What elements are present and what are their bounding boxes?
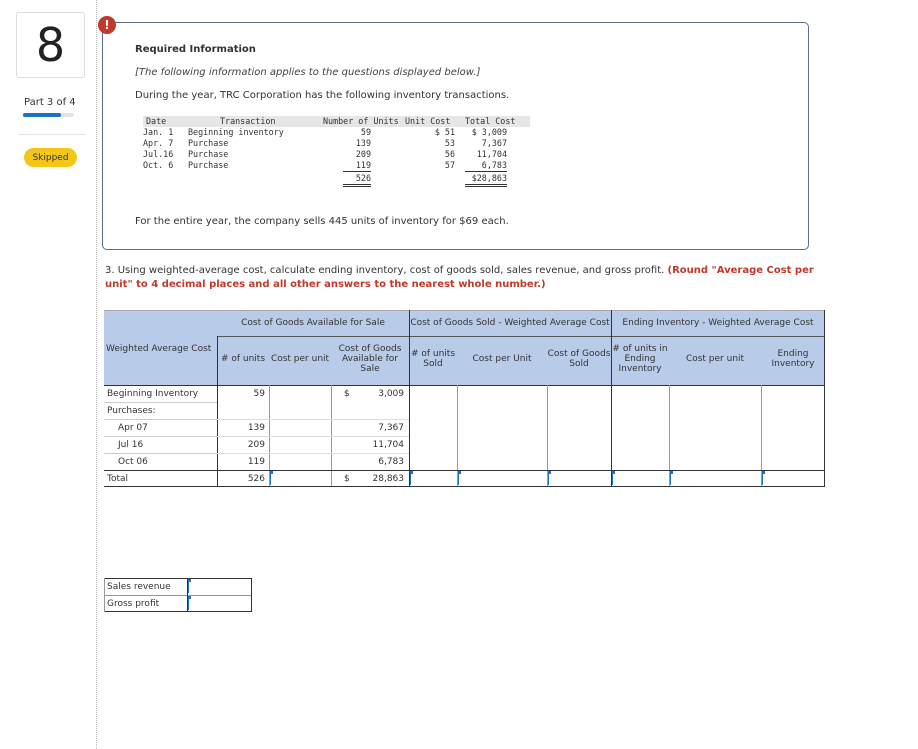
- row-apr-label: Apr 07: [118, 423, 148, 433]
- tx-unit-cost: 53: [444, 138, 455, 148]
- tx-transaction: Purchase: [188, 138, 229, 148]
- tx-header-unit-cost: Unit Cost: [405, 116, 451, 126]
- row-total-label: Total: [107, 474, 129, 484]
- tx-units: 59: [360, 127, 371, 137]
- part-progress-bar: [23, 113, 74, 117]
- tx-transaction: Purchase: [188, 149, 229, 159]
- tx-unit-cost: 56: [444, 149, 455, 159]
- tx-header-transaction: Transaction: [220, 116, 276, 126]
- part-label: Part 3 of 4: [24, 97, 76, 108]
- tx-units: 119: [343, 160, 371, 172]
- tx-header-units: Number of Units: [323, 116, 399, 126]
- header-cogs: Cost of Goods Sold - Weighted Average Cost: [410, 318, 610, 328]
- tx-unit-cost: $ 51: [434, 127, 455, 137]
- tx-date: Jan. 1: [143, 127, 174, 137]
- tx-total: $ 3,009: [471, 127, 507, 137]
- col-units-sold: # of units Sold: [410, 349, 456, 369]
- tx-total-units: 526: [343, 173, 371, 187]
- tx-units: 209: [355, 149, 371, 159]
- rail-divider: [18, 134, 86, 135]
- info-intro: During the year, TRC Corporation has the following inventory transactions.: [135, 90, 510, 101]
- question-number: 8: [16, 12, 85, 78]
- beginning-cogas: 3,009: [378, 389, 404, 399]
- col-cogs: Cost of Goods Sold: [547, 349, 611, 369]
- sales-revenue-input-marker: [188, 579, 189, 593]
- oct-cogas: 6,783: [378, 457, 404, 467]
- units-sold-input[interactable]: [410, 471, 411, 485]
- tx-total: 7,367: [481, 138, 507, 148]
- col-cost-per-unit-ending: Cost per unit: [685, 354, 745, 364]
- cost-per-unit-ending-input[interactable]: [670, 471, 671, 485]
- row-purchases-label: Purchases:: [107, 406, 156, 416]
- transactions-table: [143, 116, 530, 188]
- jul-cogas: 11,704: [372, 440, 404, 450]
- total-cost-per-unit-input[interactable]: [270, 471, 271, 485]
- skipped-badge[interactable]: Skipped: [24, 148, 77, 167]
- apr-units: 139: [247, 423, 265, 433]
- part-progress-fill: [23, 113, 61, 117]
- units-ending-input[interactable]: [612, 471, 613, 485]
- sales-info: For the entire year, the company sells 445 units of inventory for $69 each.: [135, 216, 509, 227]
- weighted-average-table: [104, 310, 825, 487]
- gross-profit-label: Gross profit: [107, 599, 160, 609]
- tx-date: Jul.16: [143, 149, 174, 159]
- col-units-ending: # of units in Ending Inventory: [612, 344, 668, 374]
- tx-transaction: Beginning inventory: [188, 127, 284, 137]
- tx-date: Oct. 6: [143, 160, 174, 170]
- tx-total-cost: $28,863: [465, 173, 507, 187]
- jul-units: 209: [247, 440, 265, 450]
- sales-table: [104, 578, 252, 612]
- question-prompt: 3. Using weighted-average cost, calculate ending inventory, cost of goods sold, sales revenue, and gross profit.: [105, 265, 665, 276]
- header-cost-available: Cost of Goods Available for Sale: [241, 318, 385, 328]
- row-oct-label: Oct 06: [118, 457, 148, 467]
- header-ending-inventory: Ending Inventory - Weighted Average Cost: [622, 318, 814, 328]
- beginning-dollar-sign: $: [344, 389, 350, 399]
- gross-profit-input[interactable]: [188, 596, 251, 611]
- tx-units: 139: [355, 138, 371, 148]
- total-dollar-sign: $: [344, 474, 350, 484]
- col-cost-per-unit-sold: Cost per Unit: [472, 354, 532, 364]
- total-units: 526: [247, 474, 265, 484]
- tx-date: Apr. 7: [143, 138, 174, 148]
- gross-profit-input-marker: [188, 596, 189, 610]
- ending-inventory-input[interactable]: [762, 471, 763, 485]
- info-note: [The following information applies to the questions displayed below.]: [135, 67, 481, 78]
- rail-separator: [96, 0, 97, 749]
- tx-transaction: Purchase: [188, 160, 229, 170]
- row-beginning-label: Beginning Inventory: [107, 389, 199, 399]
- tx-header-date: Date: [146, 116, 167, 126]
- col-ending-inventory: Ending Inventory: [771, 349, 815, 369]
- total-cogas: 28,863: [372, 474, 404, 484]
- col-cogas: Cost of Goods Available for Sale: [338, 344, 402, 374]
- cost-per-unit-sold-input[interactable]: [458, 471, 459, 485]
- row-jul-label: Jul 16: [118, 440, 144, 450]
- col-units: # of units: [220, 354, 266, 364]
- apr-cogas: 7,367: [378, 423, 404, 433]
- cogs-input[interactable]: [548, 471, 549, 485]
- row-header-title: Weighted Average Cost: [106, 344, 212, 354]
- question-text: [105, 264, 815, 292]
- sales-revenue-label: Sales revenue: [107, 582, 171, 592]
- oct-units: 119: [247, 457, 265, 467]
- col-cost-per-unit: Cost per unit: [270, 354, 330, 364]
- tx-total: 6,783: [465, 160, 507, 172]
- sales-revenue-input[interactable]: [188, 579, 251, 595]
- question-instruction: (Round "Average Cost per unit" to 4 decimal places and all other answers to the nearest whole number.): [105, 265, 814, 290]
- tx-total: 11,704: [476, 149, 507, 159]
- alert-icon: !: [98, 16, 116, 34]
- tx-unit-cost: 57: [444, 160, 455, 170]
- beginning-units: 59: [253, 389, 265, 399]
- tx-header-total-cost: Total Cost: [465, 116, 516, 126]
- required-information-title: Required Information: [135, 44, 256, 55]
